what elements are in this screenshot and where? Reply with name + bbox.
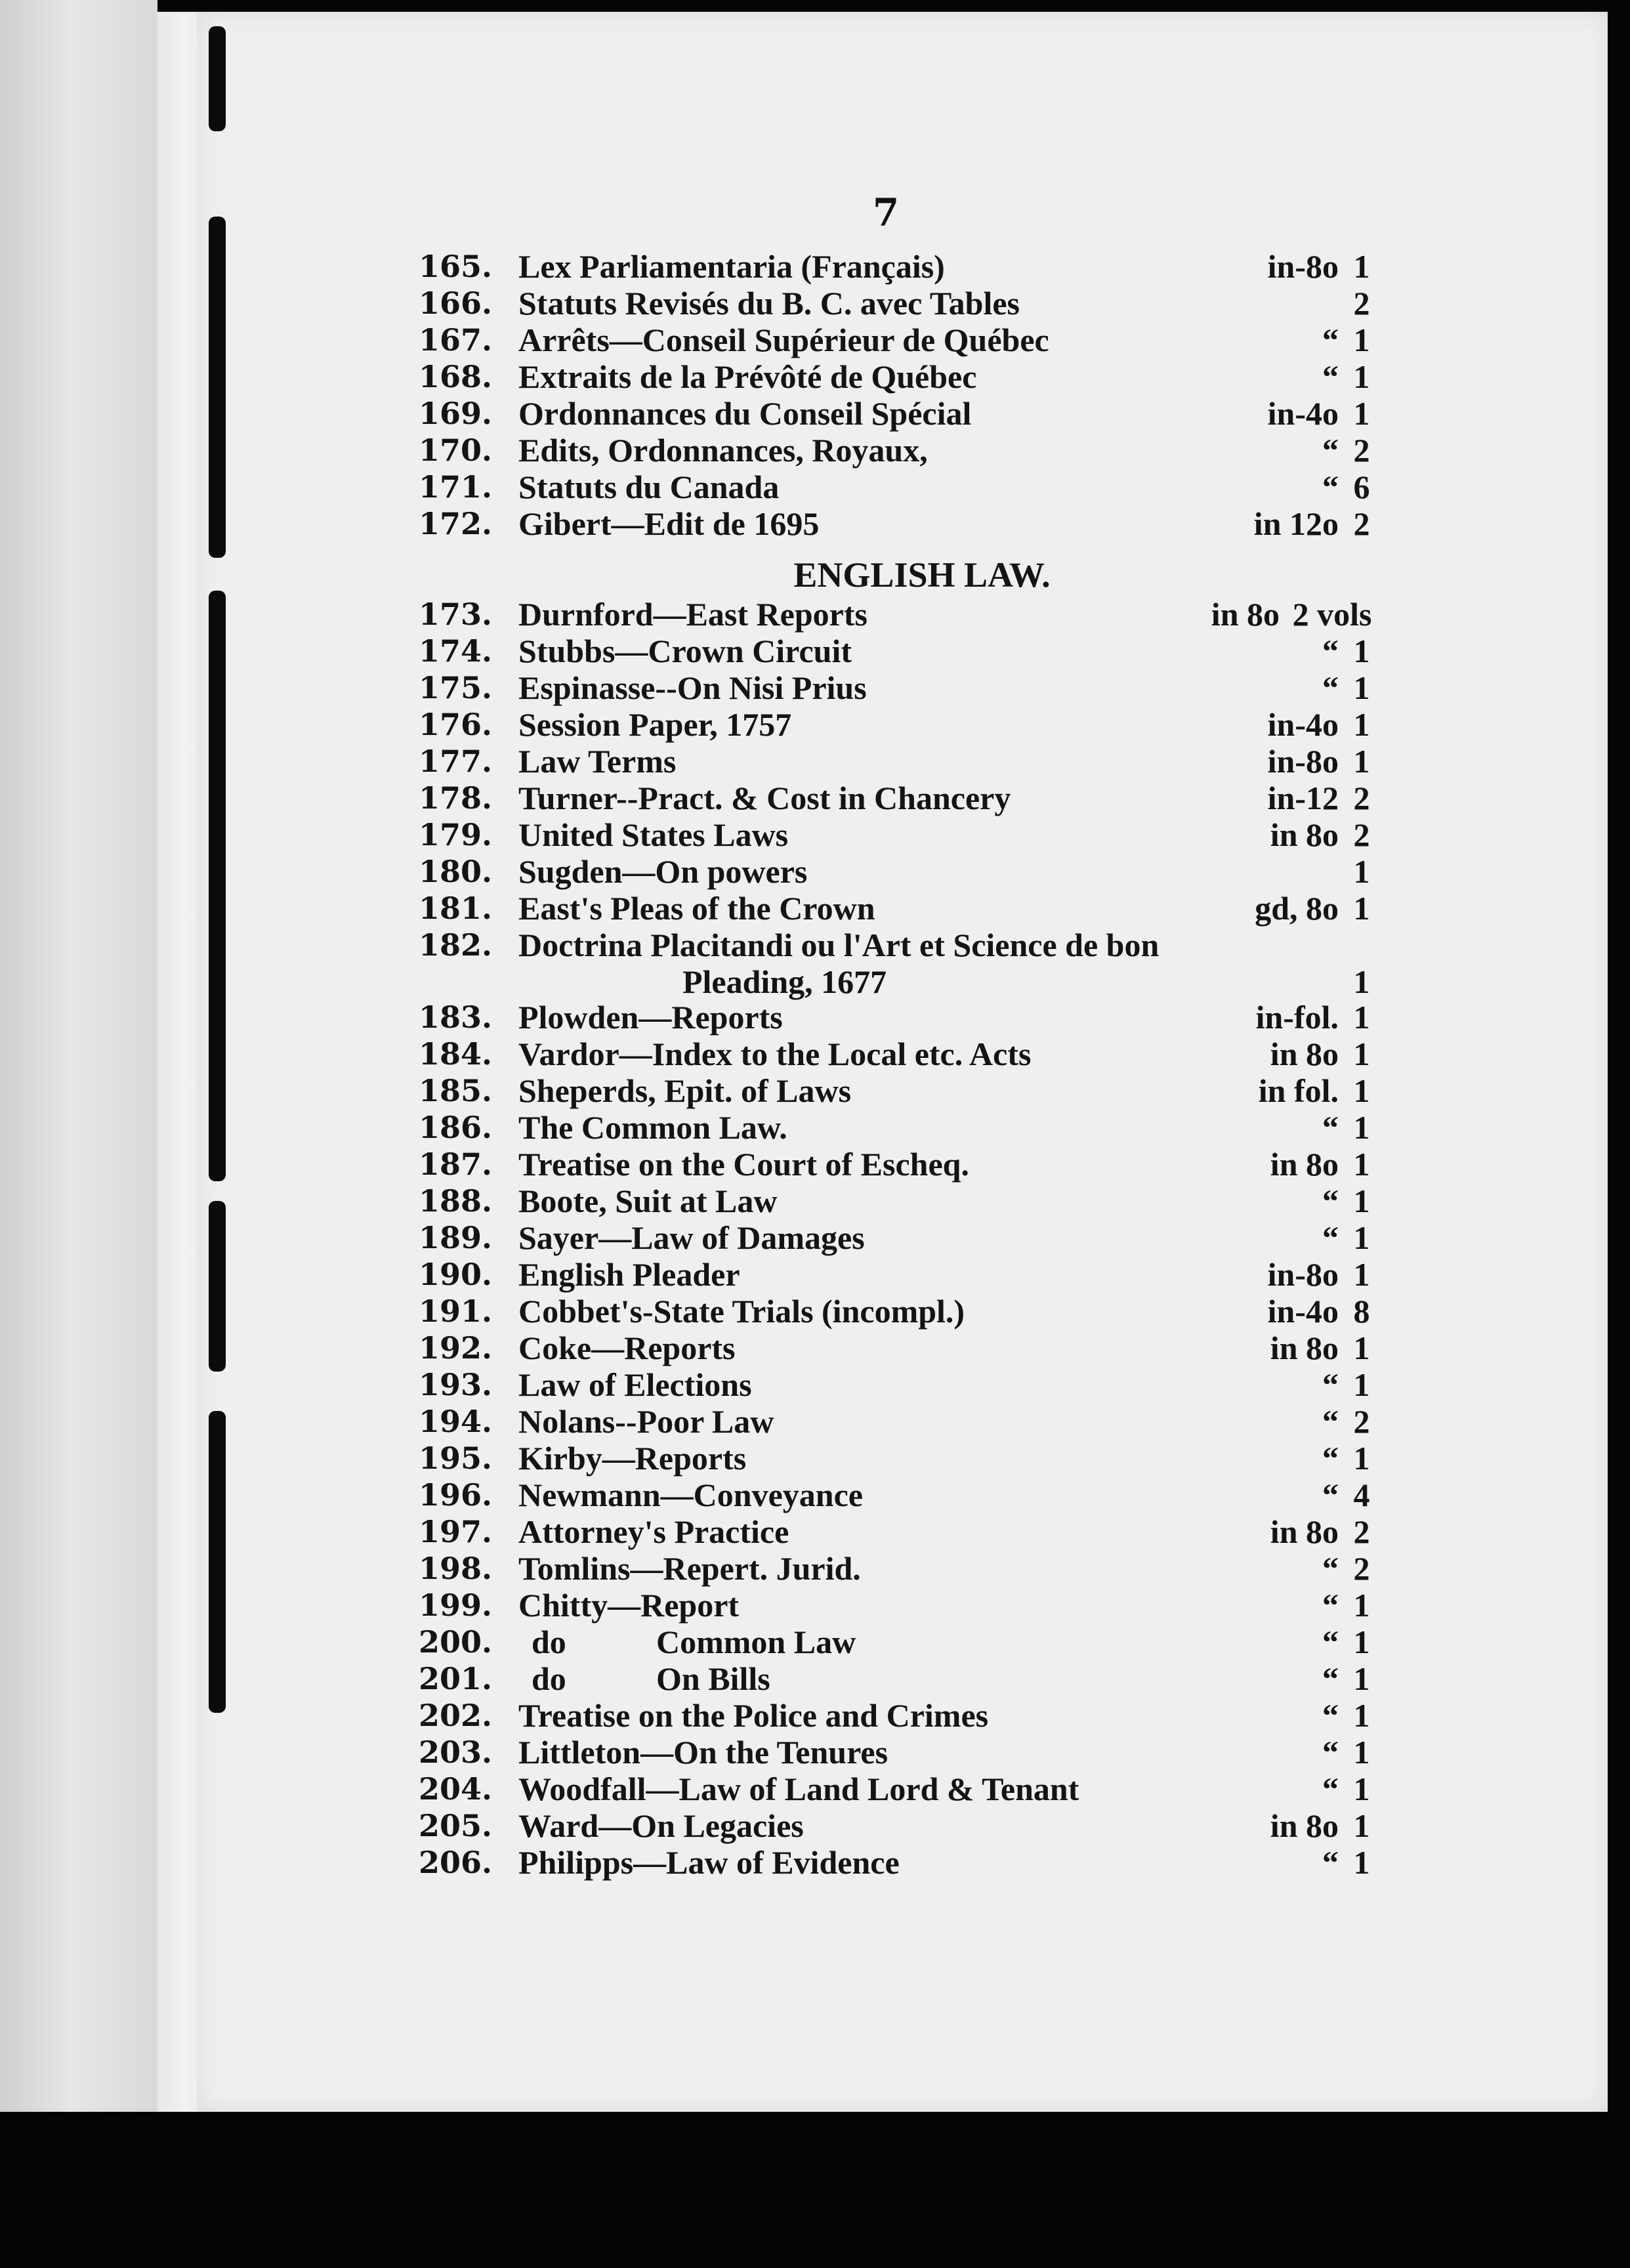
entry-number: 206. <box>418 1845 492 1880</box>
catalogue-entry <box>394 1293 1378 1330</box>
entry-title: The Common Law. <box>518 1109 787 1146</box>
entry-format: in 12o <box>1253 505 1339 542</box>
entry-title: Edits, Ordonnances, Royaux, <box>518 432 928 469</box>
scan-background <box>0 2112 1630 2268</box>
entry-title: Stubbs—Crown Circuit <box>518 633 852 669</box>
catalogue-entry <box>394 1219 1378 1256</box>
binding-crease <box>209 217 226 558</box>
entry-title: Lex Parliamentaria (Français) <box>518 248 945 285</box>
entry-title: Newmann—Conveyance <box>518 1477 863 1513</box>
entry-format: “ <box>1322 1183 1339 1219</box>
entry-number: 205. <box>418 1808 492 1843</box>
entry-title: Nolans--Poor Law <box>518 1403 774 1440</box>
catalogue-entry <box>394 1440 1378 1477</box>
entry-volumes: 6 <box>1353 469 1370 505</box>
entry-title: Sheperds, Epit. of Laws <box>518 1072 852 1109</box>
entry-title: Chitty—Report <box>518 1587 740 1624</box>
entry-format: “ <box>1322 1477 1339 1513</box>
entry-title: Kirby—Reports <box>518 1440 747 1477</box>
entry-volumes: 2 <box>1353 285 1370 322</box>
entry-subtitle: On Bills <box>656 1660 770 1697</box>
entry-number: 176. <box>418 707 492 742</box>
catalogue-entry <box>394 1366 1378 1403</box>
catalogue-entry <box>394 633 1378 669</box>
entry-format: in-12 <box>1267 780 1339 816</box>
entry-title: Cobbet's-State Trials (incompl.) <box>518 1293 965 1330</box>
entry-format: in 8o <box>1270 1513 1339 1550</box>
entry-subtitle: Common Law <box>656 1624 856 1660</box>
catalogue-entry <box>394 248 1378 285</box>
entry-title: Law Terms <box>518 743 677 780</box>
entry-title: Extraits de la Prévôté de Québec <box>518 358 977 395</box>
binding-crease <box>209 1201 226 1372</box>
entry-volumes: 1 <box>1353 322 1370 358</box>
entry-volumes: 1 <box>1353 1660 1370 1697</box>
entry-title: Littleton—On the Tenures <box>518 1734 888 1771</box>
entry-volumes: 1 <box>1353 248 1370 285</box>
entry-title: Philipps—Law of Evidence <box>518 1844 900 1881</box>
catalogue-entry <box>394 1513 1378 1550</box>
binding-crease <box>209 591 226 1181</box>
entry-format: “ <box>1322 322 1339 358</box>
entry-volumes: 1 <box>1353 1183 1370 1219</box>
catalogue-entry <box>394 505 1378 542</box>
entry-title: Sugden—On powers <box>518 853 808 890</box>
entry-volumes: 1 <box>1353 1624 1370 1660</box>
entry-volumes: 2 <box>1353 780 1370 816</box>
entry-volumes: 1 <box>1353 358 1370 395</box>
entry-number: 170. <box>418 432 492 468</box>
entry-number: 197. <box>418 1514 492 1549</box>
entry-volumes: 1 <box>1353 1219 1370 1256</box>
catalogue-entry <box>394 1844 1378 1881</box>
catalogue-entry <box>394 1146 1378 1183</box>
entry-volumes: 1 <box>1353 853 1370 890</box>
entry-number: 169. <box>418 396 492 431</box>
entry-title: Session Paper, 1757 <box>518 706 792 743</box>
entry-number: 202. <box>418 1698 492 1733</box>
left-page-edge <box>0 0 157 2268</box>
entry-format: “ <box>1322 358 1339 395</box>
catalogue-entry <box>394 669 1378 706</box>
entry-number: 192. <box>418 1330 492 1366</box>
catalogue-list <box>394 248 1378 1881</box>
entry-number: 199. <box>418 1587 492 1623</box>
entry-number: 184. <box>418 1036 492 1072</box>
entry-volumes: 2 <box>1353 1513 1370 1550</box>
entry-ditto: do <box>532 1660 566 1697</box>
entry-number: 181. <box>418 891 492 926</box>
entry-volumes: 1 <box>1353 999 1370 1036</box>
entry-volumes: 1 <box>1353 1366 1370 1403</box>
entry-title: Durnford—East Reports <box>518 596 867 633</box>
entry-title: Ward—On Legacies <box>518 1807 804 1844</box>
catalogue-entry <box>394 1036 1378 1072</box>
catalogue-entry <box>394 1403 1378 1440</box>
entry-title-continuation: Pleading, 1677 <box>682 963 887 1000</box>
catalogue-entry <box>394 706 1378 743</box>
entry-number: 204. <box>418 1771 492 1807</box>
entry-format: in-4o <box>1267 395 1339 432</box>
catalogue-entry <box>394 1109 1378 1146</box>
catalogue-entry <box>394 1072 1378 1109</box>
entry-format: “ <box>1322 1771 1339 1807</box>
catalogue-entry <box>394 1624 1378 1660</box>
entry-number: 191. <box>418 1293 492 1329</box>
entry-format: in 8o <box>1270 816 1339 853</box>
entry-number: 177. <box>418 744 492 779</box>
english-law-entries <box>394 596 1378 1881</box>
catalogue-entry <box>394 596 1378 633</box>
entry-title: East's Pleas of the Crown <box>518 890 875 927</box>
entry-number: 194. <box>418 1404 492 1439</box>
entry-number: 196. <box>418 1477 492 1513</box>
entry-number: 179. <box>418 817 492 852</box>
entry-number: 165. <box>418 249 492 284</box>
entry-title: Coke—Reports <box>518 1330 736 1366</box>
catalogue-entry <box>394 816 1378 853</box>
catalogue-entry <box>394 322 1378 358</box>
entry-volumes: 2 <box>1353 432 1370 469</box>
entry-volumes: 1 <box>1353 1146 1370 1183</box>
catalogue-entry <box>394 1477 1378 1513</box>
entry-title: Doctrina Placitandi ou l'Art et Science de bon <box>518 927 1160 963</box>
entry-title: Statuts du Canada <box>518 469 780 505</box>
entry-title: Ordonnances du Conseil Spécial <box>518 395 972 432</box>
entry-format: in fol. <box>1258 1072 1339 1109</box>
catalogue-entry <box>394 743 1378 780</box>
entry-format: in-8o <box>1267 743 1339 780</box>
entry-ditto: do <box>532 1624 566 1660</box>
catalogue-entry <box>394 1183 1378 1219</box>
entry-title: Gibert—Edit de 1695 <box>518 505 820 542</box>
catalogue-entry <box>394 395 1378 432</box>
entry-number: 189. <box>418 1220 492 1255</box>
entry-format: in-8o <box>1267 1256 1339 1293</box>
binding-crease <box>209 26 226 131</box>
entry-volumes: 1 <box>1353 395 1370 432</box>
binding-crease <box>209 1411 226 1713</box>
entry-volumes: 4 <box>1353 1477 1370 1513</box>
entry-volumes: 2 vols <box>1292 596 1372 633</box>
catalogue-entry <box>394 1771 1378 1807</box>
entry-format: “ <box>1322 1844 1339 1881</box>
catalogue-entry <box>394 1587 1378 1624</box>
entry-number: 173. <box>418 597 492 632</box>
catalogue-entry <box>394 1807 1378 1844</box>
entry-number: 183. <box>418 999 492 1035</box>
entry-number: 172. <box>418 506 492 541</box>
entry-title: Attorney's Practice <box>518 1513 789 1550</box>
entry-number: 167. <box>418 322 492 358</box>
entry-volumes: 1 <box>1353 1256 1370 1293</box>
entry-number: 174. <box>418 633 492 669</box>
entry-format: “ <box>1322 1219 1339 1256</box>
entry-format: in 8o <box>1270 1036 1339 1072</box>
entry-number: 200. <box>418 1624 492 1660</box>
catalogue-entry <box>394 890 1378 927</box>
entry-title: Turner--Pract. & Cost in Chancery <box>518 780 1011 816</box>
entry-format: in 8o <box>1270 1330 1339 1366</box>
entry-format: “ <box>1322 1440 1339 1477</box>
entry-volumes: 1 <box>1353 1587 1370 1624</box>
entry-number: 195. <box>418 1440 492 1476</box>
entry-volumes: 1 <box>1353 1440 1370 1477</box>
entry-title: Tomlins—Repert. Jurid. <box>518 1550 861 1587</box>
entry-title: Treatise on the Police and Crimes <box>518 1697 989 1734</box>
entry-number: 166. <box>418 285 492 321</box>
catalogue-entry <box>394 853 1378 890</box>
entry-volumes: 1 <box>1353 1807 1370 1844</box>
entry-number: 168. <box>418 359 492 394</box>
catalogue-entry <box>394 1550 1378 1587</box>
entry-format: “ <box>1322 633 1339 669</box>
entry-number: 203. <box>418 1734 492 1770</box>
entry-volumes: 2 <box>1353 1403 1370 1440</box>
entry-number: 193. <box>418 1367 492 1402</box>
entry-volumes: 1 <box>1353 1036 1370 1072</box>
entry-title: Boote, Suit at Law <box>518 1183 778 1219</box>
catalogue-entry <box>394 999 1378 1036</box>
entry-format: “ <box>1322 1109 1339 1146</box>
entry-title: Arrêts—Conseil Supérieur de Québec <box>518 322 1049 358</box>
entry-title: Statuts Revisés du B. C. avec Tables <box>518 285 1020 322</box>
entry-volumes: 1 <box>1353 1072 1370 1109</box>
entry-number: 198. <box>418 1551 492 1586</box>
entry-format: “ <box>1322 1660 1339 1697</box>
catalogue-entry <box>394 1330 1378 1366</box>
entry-format: in-fol. <box>1255 999 1339 1036</box>
catalogue-entry <box>394 1697 1378 1734</box>
entry-format: “ <box>1322 469 1339 505</box>
entry-volumes: 1 <box>1353 706 1370 743</box>
catalogue-entry <box>394 927 1378 999</box>
entry-title: Espinasse--On Nisi Prius <box>518 669 867 706</box>
entry-format: in 8o <box>1270 1807 1339 1844</box>
entry-volumes: 2 <box>1353 1550 1370 1587</box>
entry-volumes: 1 <box>1353 633 1370 669</box>
entry-title: United States Laws <box>518 816 789 853</box>
entry-format: in-4o <box>1267 706 1339 743</box>
entry-volumes: 1 <box>1353 1697 1370 1734</box>
entry-format: “ <box>1322 1550 1339 1587</box>
entry-number: 178. <box>418 780 492 816</box>
entry-format: “ <box>1322 1587 1339 1624</box>
entry-volumes: 1 <box>1353 743 1370 780</box>
entry-title: Woodfall—Law of Land Lord & Tenant <box>518 1771 1079 1807</box>
entry-number: 190. <box>418 1257 492 1292</box>
entry-title: Sayer—Law of Damages <box>518 1219 865 1256</box>
catalogue-entry <box>394 358 1378 395</box>
entry-format: “ <box>1322 432 1339 469</box>
entry-volumes: 1 <box>1353 963 1370 1000</box>
entry-volumes: 1 <box>1353 1844 1370 1881</box>
entry-format: “ <box>1322 1624 1339 1660</box>
entry-title: English Pleader <box>518 1256 740 1293</box>
entry-format: in 8o <box>1211 596 1280 633</box>
entry-format: “ <box>1322 669 1339 706</box>
catalogue-entry <box>394 1734 1378 1771</box>
entry-number: 186. <box>418 1110 492 1145</box>
entry-format: gd, 8o <box>1255 890 1339 927</box>
entry-format: in-8o <box>1267 248 1339 285</box>
entry-volumes: 2 <box>1353 816 1370 853</box>
entry-volumes: 8 <box>1353 1293 1370 1330</box>
entry-number: 180. <box>418 854 492 889</box>
entry-format: “ <box>1322 1734 1339 1771</box>
entry-number: 175. <box>418 670 492 705</box>
section-heading-english-law: ENGLISH LAW. <box>793 555 1051 595</box>
entry-title: Treatise on the Court of Escheq. <box>518 1146 969 1183</box>
entry-format: “ <box>1322 1697 1339 1734</box>
french-law-entries <box>394 248 1378 542</box>
entry-number: 188. <box>418 1183 492 1219</box>
entry-volumes: 1 <box>1353 1109 1370 1146</box>
entry-number: 187. <box>418 1146 492 1182</box>
catalogue-entry <box>394 285 1378 322</box>
entry-number: 201. <box>418 1661 492 1696</box>
entry-volumes: 1 <box>1353 1771 1370 1807</box>
entry-number: 171. <box>418 469 492 505</box>
entry-volumes: 2 <box>1353 505 1370 542</box>
catalogue-entry <box>394 1256 1378 1293</box>
catalogue-entry <box>394 469 1378 505</box>
entry-title: Law of Elections <box>518 1366 752 1403</box>
entry-format: in 8o <box>1270 1146 1339 1183</box>
catalogue-entry <box>394 780 1378 816</box>
entry-volumes: 1 <box>1353 890 1370 927</box>
entry-number: 185. <box>418 1073 492 1108</box>
entry-number: 182. <box>418 927 492 963</box>
entry-format: “ <box>1322 1366 1339 1403</box>
catalogue-entry <box>394 1660 1378 1697</box>
entry-format: “ <box>1322 1403 1339 1440</box>
entry-format: in-4o <box>1267 1293 1339 1330</box>
page-number: 7 <box>872 190 900 235</box>
entry-volumes: 1 <box>1353 1330 1370 1366</box>
entry-title: Vardor—Index to the Local etc. Acts <box>518 1036 1032 1072</box>
entry-volumes: 1 <box>1353 669 1370 706</box>
entry-volumes: 1 <box>1353 1734 1370 1771</box>
catalogue-entry <box>394 432 1378 469</box>
entry-title: Plowden—Reports <box>518 999 783 1036</box>
